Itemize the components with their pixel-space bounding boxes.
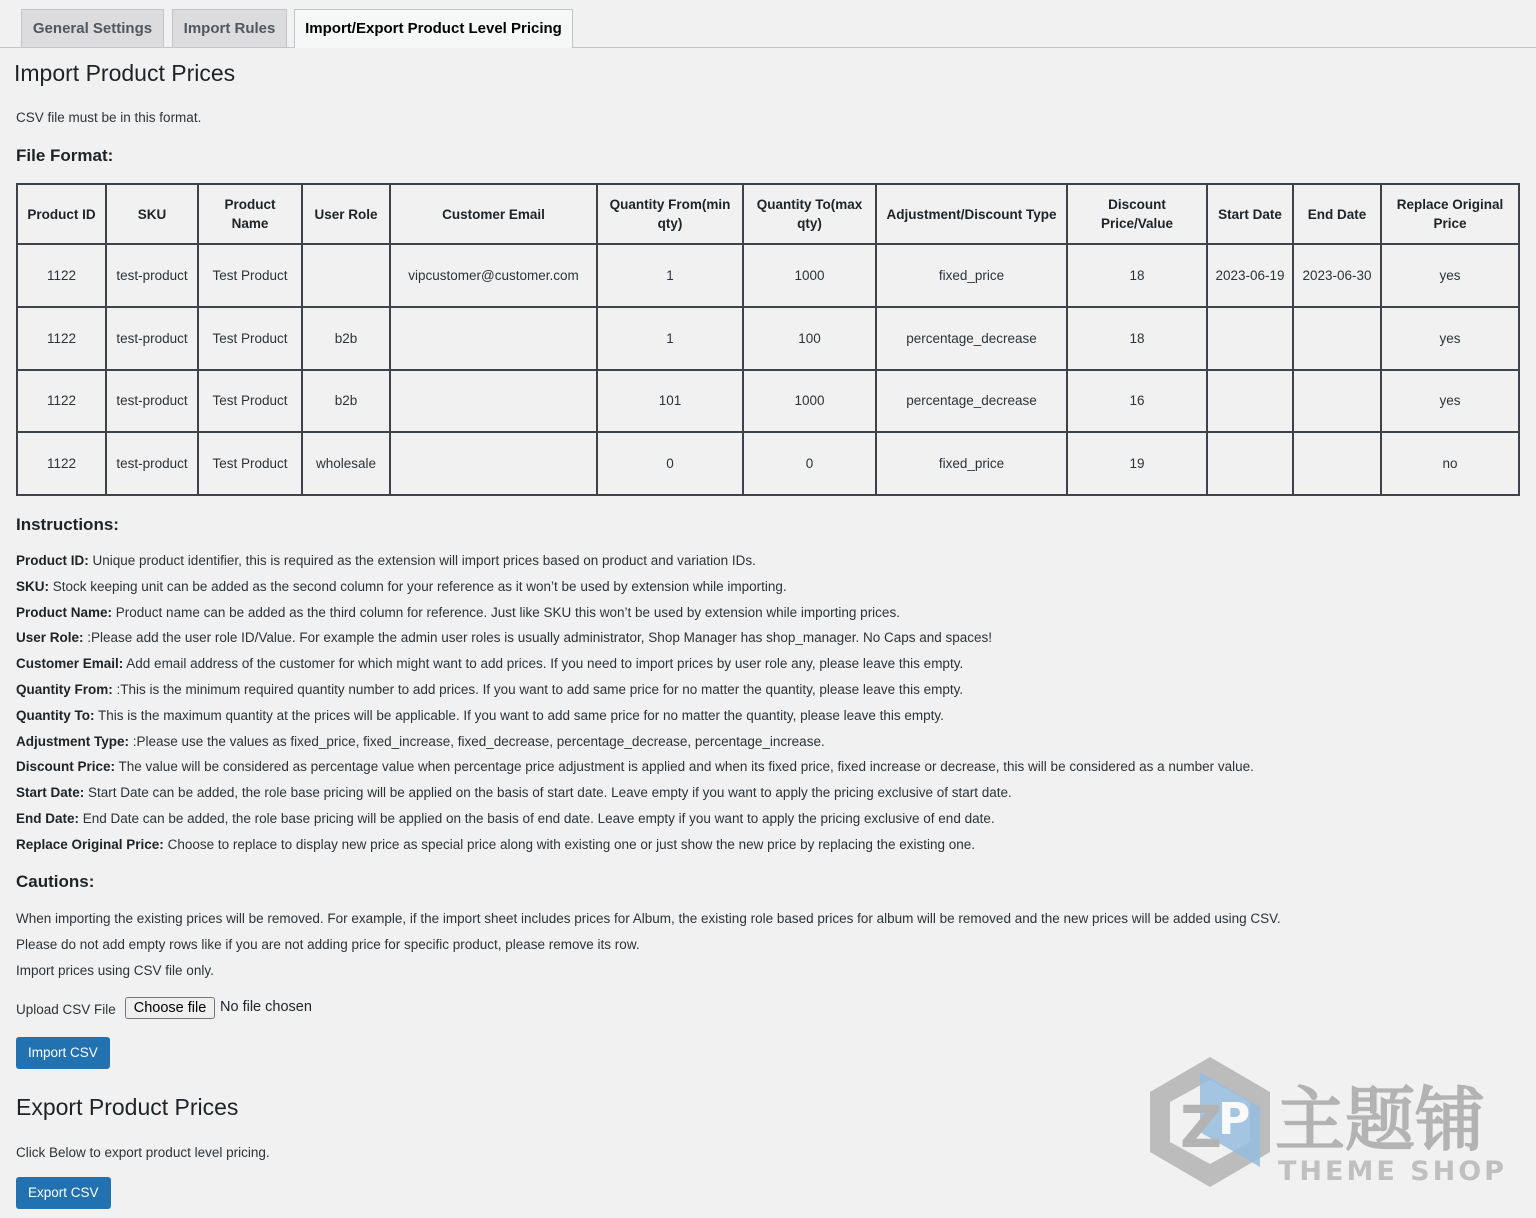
table-row [17, 244, 1519, 307]
instruction-label: End Date: [16, 811, 80, 826]
instruction-item [16, 734, 825, 749]
table-cell: test-product [106, 370, 198, 433]
upload-label: Upload CSV File [16, 1002, 116, 1017]
instructions-heading: Instructions: [16, 515, 119, 534]
table-cell: 1122 [17, 432, 106, 495]
table-header-cell: Start Date [1207, 184, 1293, 244]
no-file-text: No file chosen [220, 999, 312, 1015]
table-cell: 1 [597, 307, 743, 370]
table-cell: yes [1381, 244, 1519, 307]
import-intro: CSV file must be in this format. [16, 110, 202, 125]
instruction-item [16, 682, 963, 697]
instruction-item [16, 759, 1254, 774]
svg-text:Z: Z [1180, 1093, 1223, 1161]
nav-tab-wrapper [0, 0, 1536, 48]
instruction-item [16, 553, 756, 568]
instruction-label: User Role: [16, 630, 84, 646]
table-row [17, 370, 1519, 433]
table-header-cell: User Role [302, 184, 390, 244]
table-cell: percentage_decrease [876, 307, 1067, 370]
instruction-item [16, 605, 900, 620]
table-cell: yes [1381, 370, 1519, 433]
instruction-label: Start Date: [16, 785, 85, 801]
table-cell: no [1381, 432, 1519, 495]
table-header-cell: Replace Original Price [1381, 184, 1519, 244]
instruction-label: SKU: [16, 578, 49, 594]
instruction-text: :Please use the values as fixed_price, fixed_increase, fixed_decrease, percentage_decrease, percentage_increase. [129, 733, 825, 749]
table-header-cell: SKU [106, 184, 198, 244]
table-cell [390, 370, 597, 433]
table-header-cell: Discount Price/Value [1067, 184, 1207, 244]
table-cell: fixed_price [876, 244, 1067, 307]
table-cell: 0 [743, 432, 876, 495]
table-cell: 1122 [17, 370, 106, 433]
table-header-cell: Adjustment/Discount Type [876, 184, 1067, 244]
export-title: Export Product Prices [16, 1094, 239, 1120]
watermark-en-text: THEME SHOP [1278, 1156, 1507, 1187]
tab-general-settings[interactable]: General Settings [21, 9, 164, 47]
table-cell [390, 307, 597, 370]
table-cell: yes [1381, 307, 1519, 370]
instruction-text: The value will be considered as percentage value when percentage price adjustment is applied and when its fixed price, fixed increase or decrease, this will be considered as a number value. [115, 759, 1254, 775]
watermark-cn-text: 主题铺 [1275, 1079, 1485, 1161]
table-row [17, 432, 1519, 495]
instruction-text: :This is the minimum required quantity number to add prices. If you want to add same price for no matter the quantity, please leave this empty. [112, 682, 964, 697]
instruction-item [16, 656, 963, 671]
import-csv-button[interactable]: Import CSV [16, 1037, 110, 1069]
table-cell: Test Product [198, 244, 302, 307]
table-header-row [17, 184, 1519, 244]
table-cell: 101 [597, 370, 743, 433]
instruction-text: This is the maximum quantity at the prices will be applicable. If you want to add same price for no matter the quantity, please leave this empty. [94, 707, 944, 723]
instruction-label: Product ID: [16, 553, 89, 568]
instruction-item [16, 785, 1012, 800]
table-header-cell: End Date [1293, 184, 1381, 244]
table-cell: 1122 [17, 307, 106, 370]
import-title: Import Product Prices [14, 60, 236, 86]
instruction-label: Quantity From: [16, 682, 113, 697]
table-cell: Test Product [198, 370, 302, 433]
instruction-label: Discount Price: [16, 759, 116, 775]
instruction-label: Quantity To: [16, 707, 95, 723]
table-cell: 1 [597, 244, 743, 307]
instruction-text: Stock keeping unit can be added as the second column for your reference as it won’t be used by extension while importing. [49, 578, 787, 594]
instruction-item [16, 811, 995, 826]
table-header-cell: Product ID [17, 184, 106, 244]
instruction-text: Choose to replace to display new price as special price along with existing one or just show the new price by replacing the existing one. [163, 836, 976, 852]
table-cell: 0 [597, 432, 743, 495]
table-header-cell: Product Name [198, 184, 302, 244]
instruction-item [16, 708, 944, 723]
table-cell: 2023-06-30 [1293, 244, 1381, 307]
table-cell: 19 [1067, 432, 1207, 495]
table-cell: 16 [1067, 370, 1207, 433]
instruction-text: Product name can be added as the third column for reference. Just like SKU this won’t be used by extension while importing prices. [112, 604, 900, 620]
table-cell: Test Product [198, 307, 302, 370]
instruction-label: Adjustment Type: [16, 733, 130, 749]
instruction-item [16, 630, 992, 645]
table-cell [1207, 370, 1293, 433]
table-cell [390, 432, 597, 495]
table-cell: b2b [302, 307, 390, 370]
table-cell: 18 [1067, 307, 1207, 370]
table-cell: wholesale [302, 432, 390, 495]
table-header-cell: Customer Email [390, 184, 597, 244]
file-format-heading: File Format: [16, 146, 114, 165]
instruction-label: Replace Original Price: [16, 836, 164, 852]
instruction-label: Product Name: [16, 604, 113, 620]
table-cell [1293, 307, 1381, 370]
tab-import-rules[interactable]: Import Rules [172, 9, 287, 47]
table-cell: 1122 [17, 244, 106, 307]
table-cell [302, 244, 390, 307]
table-cell: 18 [1067, 244, 1207, 307]
table-cell: test-product [106, 244, 198, 307]
caution-item: When importing the existing prices will be removed. For example, if the import sheet includes prices for Album, the existing role based prices for album will be removed and the new prices will be added using CSV. [16, 911, 1281, 926]
table-row [17, 307, 1519, 370]
svg-text:P: P [1218, 1094, 1251, 1145]
table-cell: Test Product [198, 432, 302, 495]
table-cell: 100 [743, 307, 876, 370]
export-csv-button[interactable]: Export CSV [16, 1177, 111, 1209]
table-cell: 1000 [743, 370, 876, 433]
table-cell [1207, 432, 1293, 495]
table-cell: 1000 [743, 244, 876, 307]
instruction-text: Add email address of the customer for which might want to add prices. If you need to import prices by user role any, please leave this empty. [123, 656, 964, 672]
instruction-item [16, 837, 975, 852]
table-header-cell: Quantity To(max qty) [743, 184, 876, 244]
tab-import-export-pricing[interactable]: Import/Export Product Level Pricing [294, 9, 573, 48]
instruction-label: Customer Email: [16, 656, 124, 672]
instruction-item [16, 579, 787, 594]
instruction-text: :Please add the user role ID/Value. For example the admin user roles is usually administrator, Shop Manager has shop_manager. No Caps and spaces! [83, 630, 993, 646]
caution-item: Import prices using CSV file only. [16, 962, 214, 978]
file-format-table [16, 183, 1520, 496]
instruction-text: Unique product identifier, this is required as the extension will import prices based on product and variation IDs. [88, 553, 756, 568]
table-cell: vipcustomer@customer.com [390, 244, 597, 307]
table-cell: test-product [106, 432, 198, 495]
table-header-cell: Quantity From(min qty) [597, 184, 743, 244]
table-cell: percentage_decrease [876, 370, 1067, 433]
caution-item: Please do not add empty rows like if you are not adding price for specific product, please remove its row. [16, 936, 640, 952]
table-cell [1293, 370, 1381, 433]
table-cell: 2023-06-19 [1207, 244, 1293, 307]
table-cell [1293, 432, 1381, 495]
cautions-heading: Cautions: [16, 872, 95, 891]
theme-shop-watermark-logo [1140, 1052, 1520, 1192]
table-cell: test-product [106, 307, 198, 370]
export-intro: Click Below to export product level pricing. [16, 1145, 270, 1160]
instruction-text: End Date can be added, the role base pricing will be applied on the basis of end date. Leave empty if you want to apply the pricing exclusive of end date. [79, 811, 995, 826]
table-cell: fixed_price [876, 432, 1067, 495]
table-cell: b2b [302, 370, 390, 433]
choose-file-button[interactable]: Choose file [125, 997, 215, 1019]
table-cell [1207, 307, 1293, 370]
zp-emblem-icon [1150, 1057, 1270, 1187]
instruction-text: Start Date can be added, the role base pricing will be applied on the basis of start date. Leave empty if you want to apply the pricing exclusive of start date. [84, 785, 1012, 801]
